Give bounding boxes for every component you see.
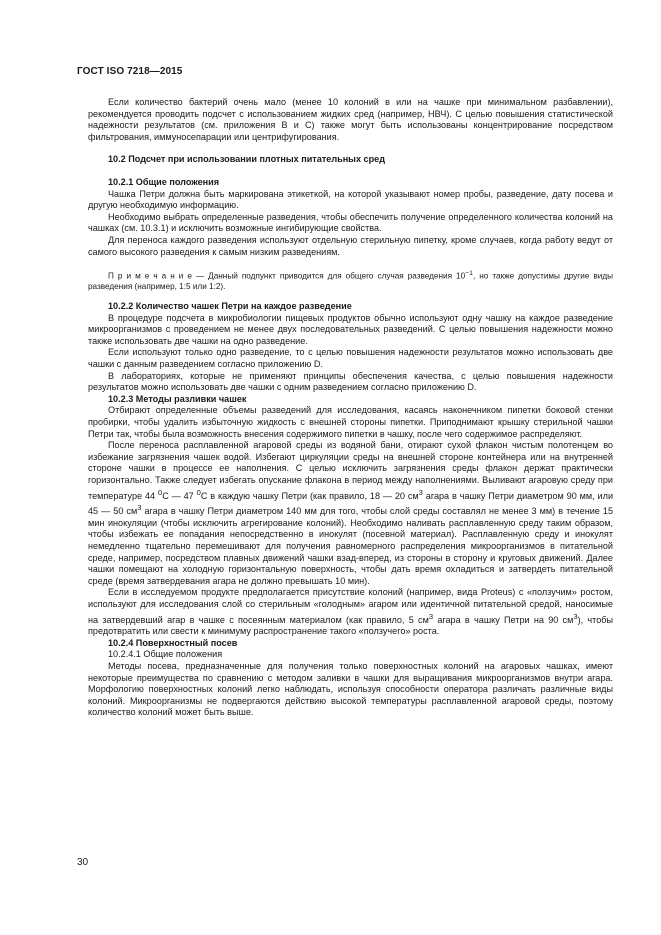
intro-paragraph: Если количество бактерий очень мало (менее 10 колоний в или на чашке при минимальном разбавлении), рекомендуется проводить подсчет с использованием жидких сред (например, НВЧ). С целью повышения статистической надежности результатов (см. приложения В и С) также могут быть использованы концентрирование посредством фильтрования, иммуносепарации или центрифугирования. bbox=[88, 97, 613, 142]
paragraph: Методы посева, предназначенные для получения только поверхностных колоний на агаровых чашках, имеют некоторые преимущества по сравнению с методом заливки в чашки для выращивания микроорганизмов внутри агара. Морфологию поверхностных колоний легко наблюдать, используя способности оператора различать различные виды колоний. Микроорганизмы не подвергаются действию высокой температуры расплавленной агаровой среды, поэтому количество колоний может быть выше. bbox=[88, 660, 613, 718]
paragraph: После переноса расплавленной агаровой среды из водяной бани, отирают сухой флакон чистым полотенцем во избежание загрязнения чашек водой. Избегают циркуляции среды на внешней стороне контейнера или на внутренней стороне чашки в процессе ее наполнения. С целью исключить загрязнения среды флакон держат практически горизонтально. Также следует избегать опускание флакона в период между наполнениями. Выливают агаровую среду при температуре 44 $^0$С — 47 $^0$С в каждую чашку Петри (как правило, 18 — 20 $см^3$ агара в чашку Петри диаметром 90 мм, или 45 — 50 $см^3$ агара в чашку Петри диаметром 140 мм для того, чтобы слой среды составлял не менее 3 мм) в течение 15 мин инокуляции (чтобы исключить агрегирование колоний). Необходимо наливать расплавленную среду таким образом, чтобы избежать ее попадания непосредственно в инокулят (посевной материал). Расплавленную среду и инокулят немедленно тщательно перемешивают для получения равномерного распределения микроорганизмов в питательной среде, например, посредством плавных движений чашки взад-вперед, из стороны в сторону и круговых движений. Далее чашки помещают на холодную горизонтальную поверхность, чтобы дать время охладиться и затвердеть питательной среде (время затвердевания агара не должно превышать 10 мин). bbox=[88, 440, 614, 586]
paragraph: В лабораториях, которые не применяют принципы обеспечения качества, с целью повышения надежности результатов можно использовать две чашки с одним разведением согласно приложению D. bbox=[88, 370, 613, 393]
note: П р и м е ч а н и е — Данный подпункт приводится для общего случая разведения $10^{-1}$, но также допустимы другие виды разведения (например, 1:5 или 1:2). bbox=[88, 270, 614, 292]
section-heading-10-2: 10.2 Подсчет при использовании плотных питательных сред bbox=[108, 154, 385, 165]
note-label: П р и м е ч а н и е bbox=[108, 271, 192, 281]
paragraph: В процедуре подсчета в микробиологии пищевых продуктов обычно используют одну чашку на каждое разведение микроорганизмов с проведением не менее двух последовательных разведений. С целью повышения надежности можно также использовать две чашки на одно разведение. bbox=[88, 312, 613, 346]
paragraph: Необходимо выбрать определенные разведения, чтобы обеспечить получение определенного количества колоний на чашках (см. 10.3.1) и исключить возможные ингибирующие свойства. bbox=[88, 211, 613, 234]
subsubsection-heading-10-2-4-1: 10.2.4.1 Общие положения bbox=[108, 649, 223, 660]
subsection-heading-10-2-4: 10.2.4 Поверхностный посев bbox=[108, 637, 238, 648]
paragraph: Если в исследуемом продукте предполагается присутствие колоний (например, вида Proteus) с «ползучим» ростом, используют для исследования слой со стерильным «голодным» агаром или идентичной питательной средой, наносимые на затвердевший агар в чашке с посеянным материалом (как правило, 5 $см^3$ агара в чашку Петри на 90 $см^3$), чтобы предотвратить или свести к минимуму распространение такого «ползучего» роста. bbox=[88, 587, 614, 637]
paragraph: Отбирают определенные объемы разведений для исследования, касаясь наконечником пипетки боковой стенки пробирки, чтобы удалить избыточную жидкость с внешней стороны пипетки. Приподнимают крышку стерильной чашки Петри так, чтобы была возможность внесения содержимого пипетки в чашку, после чего содержимое распределяют. bbox=[88, 405, 613, 439]
page-body bbox=[88, 97, 613, 719]
paragraph: Для переноса каждого разведения используют отдельную стерильную пипетку, кроме случаев, когда работу ведут от самого высокого разведения к самым низким разведениям. bbox=[88, 234, 613, 257]
subsection-heading-10-2-2: 10.2.2 Количество чашек Петри на каждое разведение bbox=[108, 301, 352, 312]
subsection-heading-10-2-3: 10.2.3 Методы разливки чашек bbox=[108, 393, 247, 404]
document-header: ГОСТ ISO 7218—2015 bbox=[77, 66, 183, 77]
subsection-heading-10-2-1: 10.2.1 Общие положения bbox=[108, 176, 220, 187]
page-number: 30 bbox=[77, 857, 89, 868]
paragraph: Если используют только одно разведение, то с целью повышения надежности результатов можно использовать две чашки с данным разведением согласно приложению D. bbox=[88, 347, 613, 370]
paragraph: Чашка Петри должна быть маркирована этикеткой, на которой указывают номер пробы, разведение, дату посева и другую необходимую информацию. bbox=[88, 188, 613, 211]
